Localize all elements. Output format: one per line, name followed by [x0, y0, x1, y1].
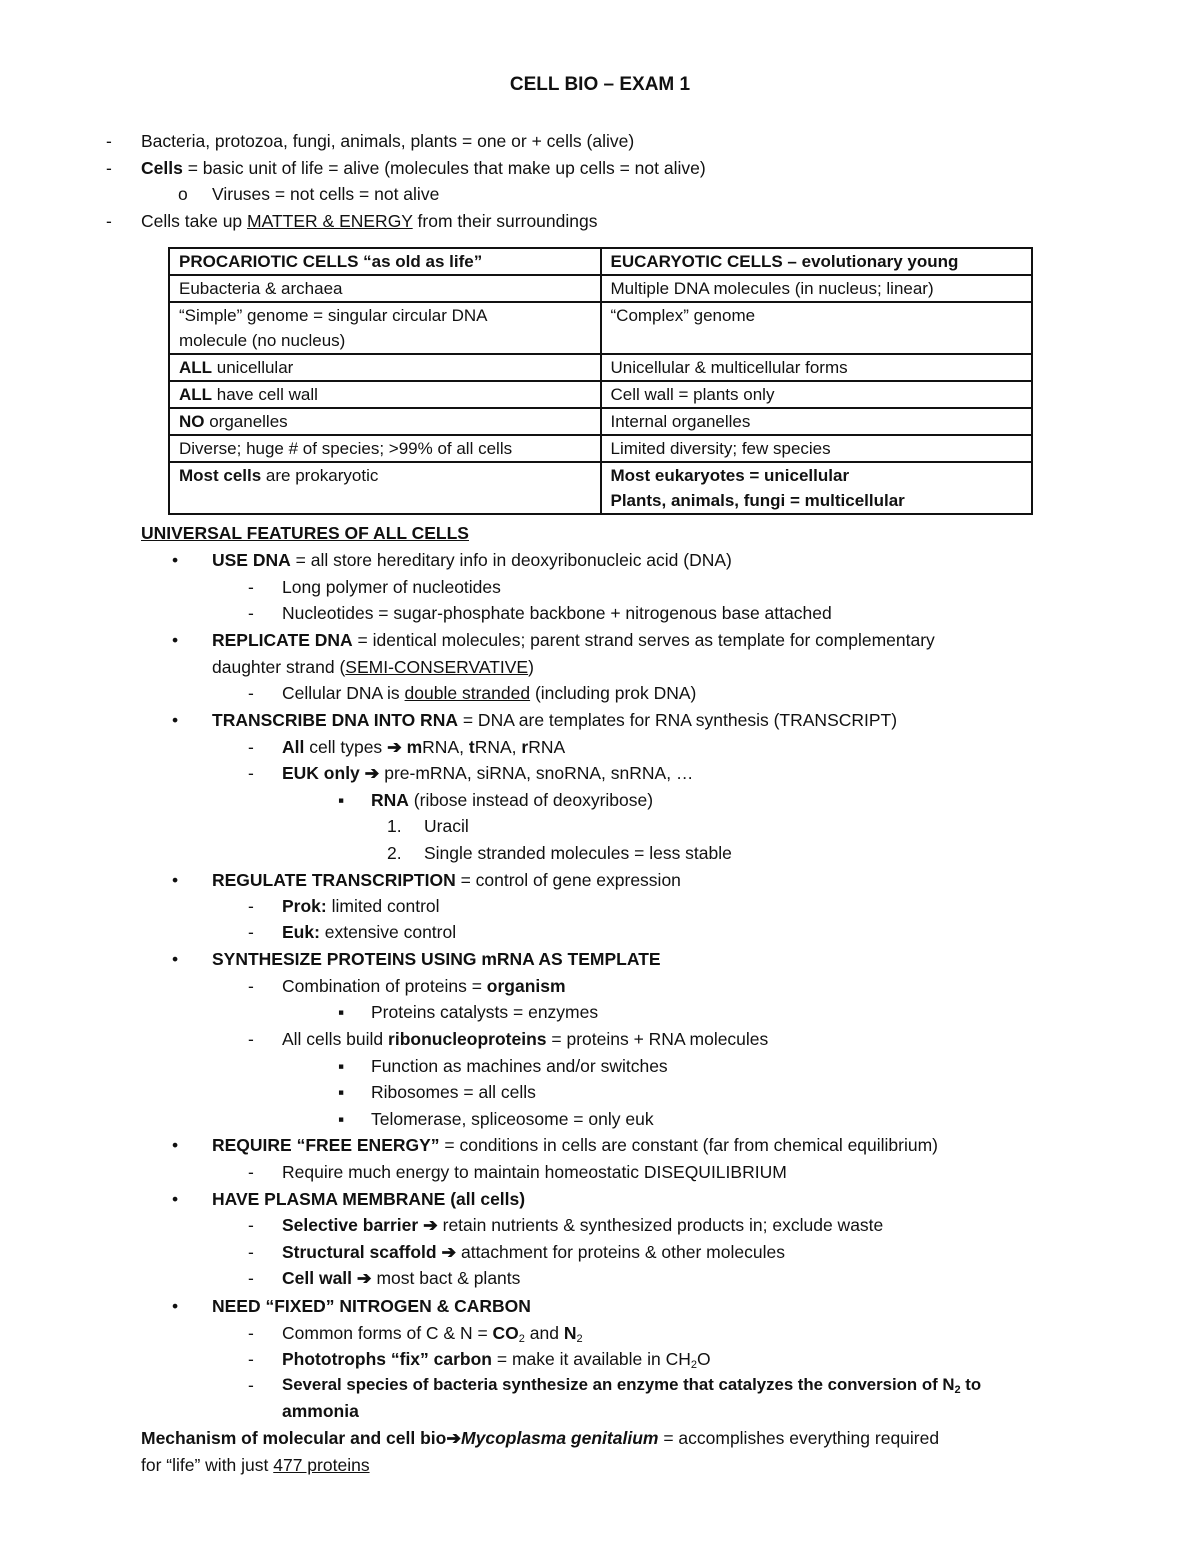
- table-cell: Limited diversity; few species: [601, 435, 1033, 462]
- number-marker: 1.: [387, 816, 402, 836]
- note-line: Structural scaffold ➔ attachment for proteins & other molecules: [282, 1242, 785, 1262]
- dash-marker: -: [248, 1349, 254, 1369]
- table-cell: NO organelles: [169, 408, 601, 435]
- bullet-marker: •: [172, 1189, 179, 1209]
- note-line: Uracil: [424, 816, 469, 836]
- table-row: [169, 354, 1032, 381]
- note-line: HAVE PLASMA MEMBRANE (all cells): [212, 1189, 526, 1209]
- section-heading: UNIVERSAL FEATURES OF ALL CELLS: [141, 523, 469, 543]
- square-bullet-marker: ▪: [338, 1109, 345, 1129]
- bullet-marker: •: [172, 550, 179, 570]
- note-line: RNA (ribose instead of deoxyribose): [371, 790, 654, 810]
- dash-marker: -: [248, 1242, 254, 1262]
- note-line: for “life” with just 477 proteins: [141, 1455, 370, 1475]
- table-cell: Most cells are prokaryotic: [169, 462, 601, 514]
- table-cell: “Complex” genome: [601, 302, 1033, 354]
- note-line: Phototrophs “fix” carbon = make it available in $CH_2O$: [282, 1349, 711, 1371]
- dash-marker: -: [248, 1029, 254, 1049]
- arrow-icon: ➔: [446, 1428, 462, 1448]
- intro-line-3: Viruses = not cells = not alive: [212, 184, 440, 204]
- bullet-marker: •: [172, 870, 179, 890]
- arrow-icon: ➔: [356, 1268, 372, 1288]
- arrow-icon: ➔: [387, 737, 402, 757]
- number-marker: 2.: [387, 843, 402, 863]
- intro-line-4: Cells take up MATTER & ENERGY from their surroundings: [141, 211, 598, 231]
- dash-marker: -: [248, 1268, 254, 1288]
- note-line: Prok: limited control: [282, 896, 440, 916]
- note-line: NEED “FIXED” NITROGEN & CARBON: [212, 1296, 531, 1316]
- table-cell: Multiple DNA molecules (in nucleus; linear): [601, 275, 1033, 302]
- note-line: Function as machines and/or switches: [371, 1056, 668, 1076]
- note-line: Telomerase, spliceosome = only euk: [371, 1109, 654, 1129]
- bullet-marker: •: [172, 949, 179, 969]
- note-line: Several species of bacteria synthesize an enzyme that catalyzes the conversion of $N_2$ to: [282, 1375, 982, 1396]
- note-line: REQUIRE “FREE ENERGY” = conditions in cells are constant (far from chemical equilibrium): [212, 1135, 939, 1155]
- table-row: [169, 408, 1032, 435]
- note-line: Mechanism of molecular and cell bio➔Mycoplasma genitalium = accomplishes everything required: [141, 1428, 940, 1448]
- note-line: USE DNA = all store hereditary info in deoxyribonucleic acid (DNA): [212, 550, 732, 570]
- table-cell: Diverse; huge # of species; >99% of all cells: [169, 435, 601, 462]
- sub-marker: o: [178, 184, 188, 204]
- note-line: Selective barrier ➔ retain nutrients & synthesized products in; exclude waste: [282, 1215, 884, 1235]
- dash-marker: -: [248, 763, 254, 783]
- note-line: Combination of proteins = organism: [282, 976, 566, 996]
- table-row: [169, 435, 1032, 462]
- note-line: daughter strand (SEMI-CONSERVATIVE): [212, 657, 534, 677]
- note-line: All cells build ribonucleoproteins = proteins + RNA molecules: [282, 1029, 769, 1049]
- bullet-marker: •: [172, 630, 179, 650]
- dash-marker: -: [248, 1375, 254, 1395]
- note-line: EUK only ➔ pre-mRNA, siRNA, snoRNA, snRNA, …: [282, 763, 694, 783]
- table-cell: Most eukaryotes = unicellular Plants, animals, fungi = multicellular: [601, 462, 1033, 514]
- table-row: [169, 381, 1032, 408]
- note-line: ammonia: [282, 1401, 359, 1421]
- dash-marker: -: [248, 737, 254, 757]
- arrow-icon: ➔: [441, 1242, 457, 1262]
- dash-marker: -: [248, 1323, 254, 1343]
- arrow-icon: ➔: [364, 763, 380, 783]
- table-row: [169, 248, 1032, 275]
- table-cell: “Simple” genome = singular circular DNA molecule (no nucleus): [169, 302, 601, 354]
- dash-marker: -: [248, 1162, 254, 1182]
- square-bullet-marker: ▪: [338, 1002, 345, 1022]
- note-line: Cell wall ➔ most bact & plants: [282, 1268, 521, 1288]
- table-cell: Unicellular & multicellular forms: [601, 354, 1033, 381]
- bullet-marker: •: [172, 1135, 179, 1155]
- table-cell: Cell wall = plants only: [601, 381, 1033, 408]
- arrow-icon: ➔: [423, 1215, 438, 1235]
- dash-marker: -: [106, 211, 112, 231]
- note-line: Long polymer of nucleotides: [282, 577, 501, 597]
- table-cell: Internal organelles: [601, 408, 1033, 435]
- dash-marker: -: [248, 683, 254, 703]
- note-line: Euk: extensive control: [282, 922, 457, 942]
- note-line: Ribosomes = all cells: [371, 1082, 536, 1102]
- intro-line-1: Bacteria, protozoa, fungi, animals, plants = one or + cells (alive): [141, 131, 635, 151]
- note-line: Require much energy to maintain homeostatic DISEQUILIBRIUM: [282, 1162, 787, 1182]
- note-line: Cellular DNA is double stranded (including prok DNA): [282, 683, 697, 703]
- note-line: SYNTHESIZE PROTEINS USING mRNA AS TEMPLATE: [212, 949, 661, 969]
- note-line: REPLICATE DNA = identical molecules; parent strand serves as template for complementary: [212, 630, 935, 650]
- dash-marker: -: [248, 976, 254, 996]
- square-bullet-marker: ▪: [338, 790, 345, 810]
- note-line: All cell types ➔ mRNA, tRNA, rRNA: [282, 737, 566, 757]
- square-bullet-marker: ▪: [338, 1056, 345, 1076]
- note-line: Nucleotides = sugar-phosphate backbone + nitrogenous base attached: [282, 603, 832, 623]
- cell-comparison-table: [168, 247, 1033, 515]
- table-header-eukaryotic: EUCARYOTIC CELLS – evolutionary young: [601, 248, 1033, 275]
- note-line: Single stranded molecules = less stable: [424, 843, 732, 863]
- note-line: REGULATE TRANSCRIPTION = control of gene expression: [212, 870, 681, 890]
- dash-marker: -: [248, 922, 254, 942]
- page-title: CELL BIO – EXAM 1: [509, 74, 691, 95]
- square-bullet-marker: ▪: [338, 1082, 345, 1102]
- table-cell: ALL unicellular: [169, 354, 601, 381]
- note-line: Proteins catalysts = enzymes: [371, 1002, 599, 1022]
- dash-marker: -: [248, 603, 254, 623]
- dash-marker: -: [248, 1215, 254, 1235]
- intro-line-2: Cells = basic unit of life = alive (molecules that make up cells = not alive): [141, 158, 706, 178]
- table-row: [169, 302, 1032, 354]
- dash-marker: -: [248, 896, 254, 916]
- table-row: [169, 462, 1032, 514]
- dash-marker: -: [106, 158, 112, 178]
- note-line: TRANSCRIBE DNA INTO RNA = DNA are templates for RNA synthesis (TRANSCRIPT): [212, 710, 898, 730]
- bullet-marker: •: [172, 1296, 179, 1316]
- note-line: Common forms of C & $N = CO_2$ and $N_2$: [282, 1323, 583, 1345]
- table-cell: ALL have cell wall: [169, 381, 601, 408]
- table-cell: Eubacteria & archaea: [169, 275, 601, 302]
- bullet-marker: •: [172, 710, 179, 730]
- dash-marker: -: [106, 131, 112, 151]
- table-row: [169, 275, 1032, 302]
- dash-marker: -: [248, 577, 254, 597]
- table-header-prokaryotic: PROCARIOTIC CELLS “as old as life”: [169, 248, 601, 275]
